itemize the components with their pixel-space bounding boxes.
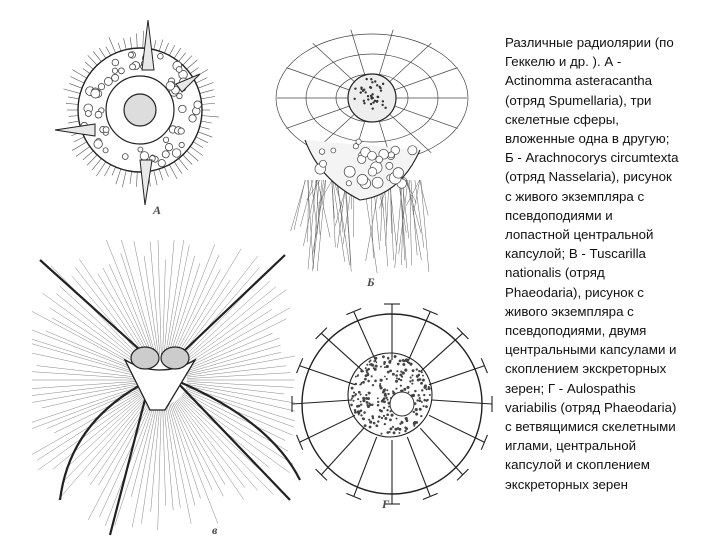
radiolarian-g-drawing xyxy=(292,304,492,504)
radiolarian-v-drawing xyxy=(32,240,300,535)
caption-line: nationalis (отряд xyxy=(505,265,605,281)
caption-line: иглами, центральной xyxy=(505,438,637,454)
label-a: А xyxy=(153,203,162,217)
caption-line: центральными капсулами и xyxy=(505,342,677,358)
figure-caption xyxy=(505,33,717,494)
caption-line: с живого экземпляра с xyxy=(505,188,645,204)
caption-line: скоплением экскреторных xyxy=(505,361,667,377)
label-b: Б xyxy=(367,275,375,289)
caption-line: Phaeodaria), рисунок с xyxy=(505,284,644,300)
label-v: в xyxy=(212,523,218,537)
caption-line: псевдоподиями и xyxy=(505,207,613,223)
caption-line: Б - Arachnocorys circumtexta xyxy=(505,150,679,166)
caption-line: зерен; Г - Aulospathis xyxy=(505,380,636,396)
caption-line: (отряд Spumellaria), три xyxy=(505,92,652,108)
caption-line: капсулой; В - Tuscarilla xyxy=(505,246,646,262)
caption-line: экскреторных зерен xyxy=(505,476,629,492)
radiolarian-b-drawing xyxy=(276,30,468,273)
caption-line: живого экземпляра с xyxy=(505,303,634,319)
caption-line: капсулой и скоплением xyxy=(505,457,650,473)
caption-line: вложенные одна в другую; xyxy=(505,131,670,147)
caption-line: Различные радиолярии (по xyxy=(505,35,674,50)
caption-line: лопастной центральной xyxy=(505,227,654,243)
caption-line: псевдоподиями, двумя xyxy=(505,323,647,339)
caption-line: (отряд Nasselaria), рисунок xyxy=(505,169,672,185)
caption-line: скелетные сферы, xyxy=(505,111,619,127)
caption-line: с ветвящимися скелетными xyxy=(505,419,676,435)
caption-line: Actinomma asteracantha xyxy=(505,73,653,89)
label-g: Г xyxy=(382,497,390,511)
caption-line: Геккелю и др. ). А - xyxy=(505,54,622,70)
caption-line: variabilis (отряд Phaeodaria) xyxy=(505,399,677,415)
radiolarian-a-drawing xyxy=(55,20,219,205)
